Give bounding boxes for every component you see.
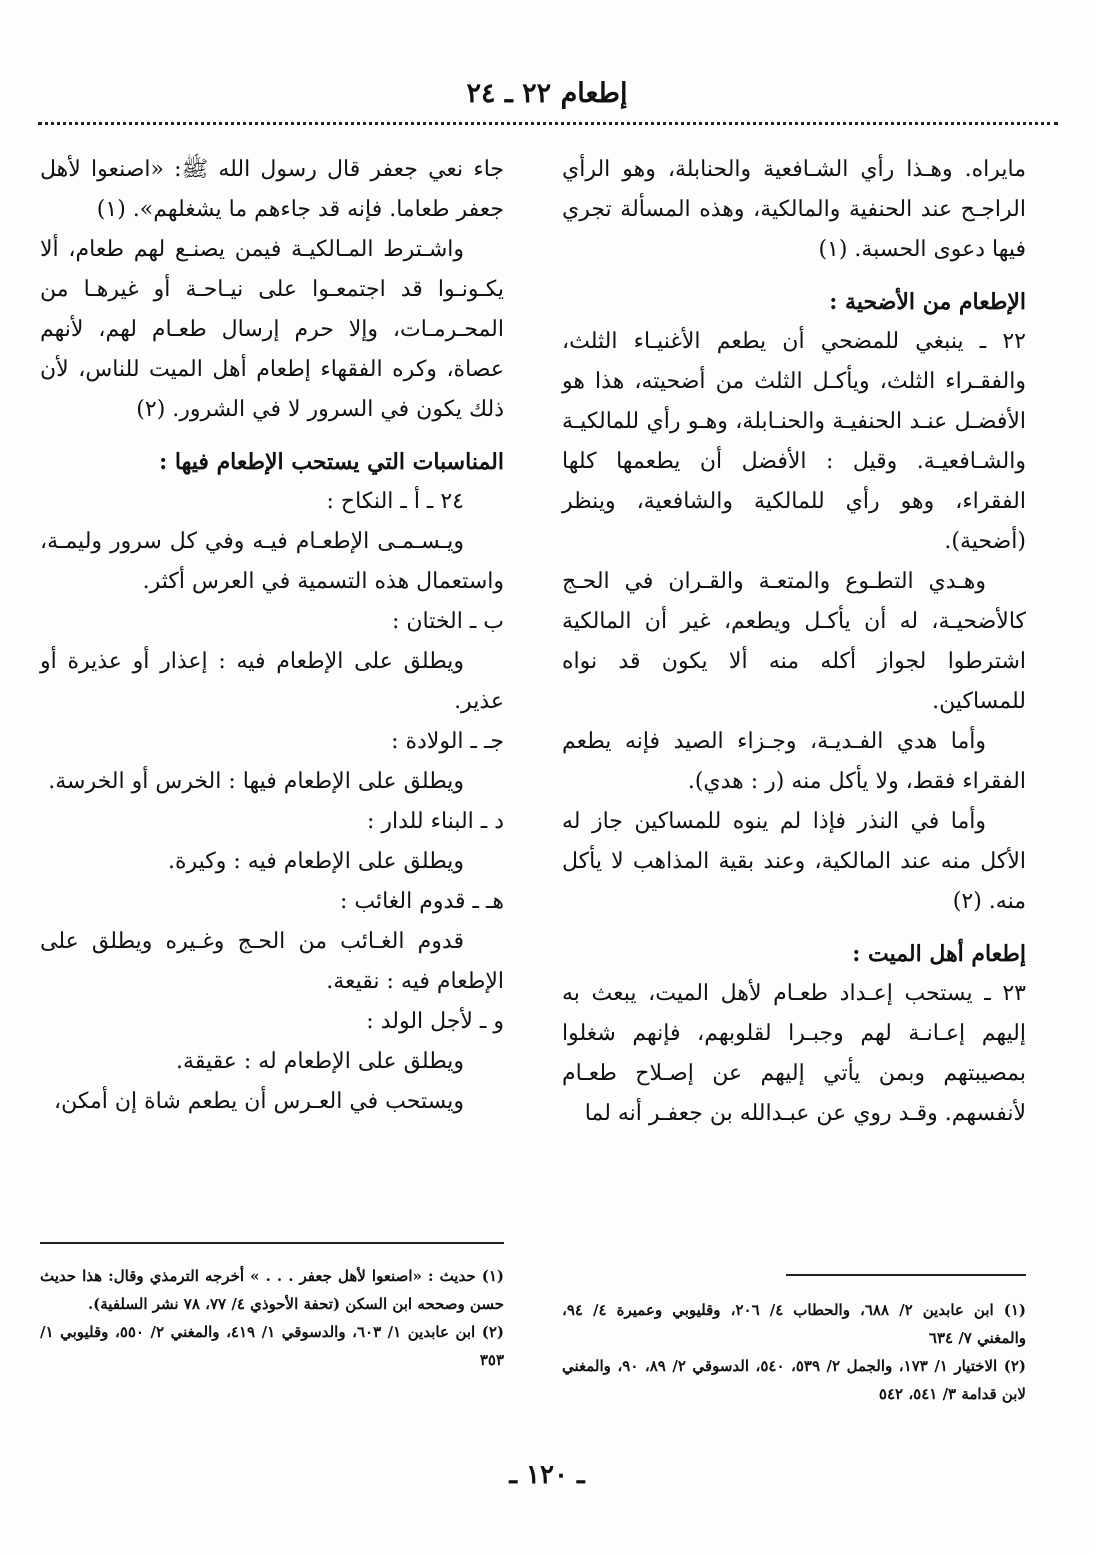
left-column-paragraph: د ـ البناء للدار :	[366, 809, 504, 834]
left-column-paragraph: ويطلق على الإطعام فيها : الخرس أو الخرسة.	[48, 769, 464, 794]
left-column-paragraph: ب ـ الختان :	[391, 609, 504, 634]
footnote: (١) حديث : «اصنعوا لأهل جعفر . . . » أخرجه الترمذي وقال: هذا حديث حسن وصححه ابن السكن (تحفة الأحوذي ٤/ ٧٧، ٧٨ نشر السلفية).	[40, 1267, 504, 1313]
right-column	[562, 150, 1026, 1134]
right-column-heading: الإطعام من الأضحية :	[829, 289, 1026, 315]
left-column	[40, 150, 504, 1122]
right-column-paragraph: وأما هدي الفـديـة، وجـزاء الصيد فإنه يطعم الفقراء فقط، ولا يأكل منه (ر : هدي).	[562, 729, 1026, 794]
footnote: (١) ابن عابدين ٢/ ٦٨٨، والحطاب ٤/ ٢٠٦، وقليوبي وعميرة ٤/ ٩٤، والمغني ٧/ ٦٣٤	[562, 1301, 1027, 1347]
left-column-paragraph: ويطلق على الإطعام فيه : وكيرة.	[167, 849, 464, 874]
left-column-paragraph: ويطلق على الإطعام فيه : إعذار أو عذيرة أو عذير.	[40, 649, 504, 714]
left-column-paragraph: ويـسـمـى الإطعـام فيـه وفي كل سرور وليمـة، واستعمال هذه التسمية في العرس أكثر.	[40, 529, 504, 594]
left-column-heading: المناسبات التي يستحب الإطعام فيها :	[159, 449, 504, 475]
right-column-paragraph: مايراه. وهـذا رأي الشـافعية والحنابلة، وهو الرأي الراجـح عند الحنفية والمالكية، وهذه المسألة تجري فيها دعوى الحسبة. (١)	[562, 157, 1026, 262]
left-column-paragraph: ويطلق على الإطعام له : عقيقة.	[176, 1049, 464, 1074]
left-column-paragraph: قدوم الغـائب من الحـج وغـيره ويطلق على الإطعام فيه : نقيعة.	[40, 929, 504, 994]
right-footnote-rule	[786, 1274, 1026, 1276]
footnote: (٢) ابن عابدين ١/ ٦٠٣، والدسوقي ١/ ٤١٩، والمغني ٢/ ٥٥٠، وقليوبي ١/ ٣٥٣	[40, 1323, 505, 1369]
right-column-paragraph: وهـدي التطـوع والمتعـة والقـران في الحـج كالأضحيـة، له أن يأكـل ويطعم، غير أن المالكية اشترطوا لجواز أكله منه ألا يكون قد نواه للمساكين.	[562, 569, 1026, 714]
right-footnotes	[562, 1296, 1026, 1408]
running-header: إطعام ٢٢ ـ ٢٤	[466, 78, 628, 109]
right-column-paragraph: ٢٣ ـ يستحب إعـداد طعـام لأهل الميت، يبعث به إليهم إعـانـة لهم وجبـرا لقلوبهم، فإنهم شغلوا بمصيبتهم وبمن يأتي إليهم عن إصـلاح طعـام لأنفسهم. وقـد روي عن عبـدالله بن جعفـر أنه لما	[562, 981, 1026, 1126]
header-dotted-rule	[38, 122, 1058, 125]
left-column-paragraph: هـ ـ قدوم الغائب :	[339, 889, 504, 914]
left-footnotes	[40, 1262, 504, 1374]
left-column-paragraph: ٢٤ ـ أ ـ النكاح :	[326, 489, 464, 514]
right-column-heading: إطعام أهل الميت :	[852, 941, 1026, 967]
left-column-paragraph: جـ ـ الولادة :	[391, 729, 504, 754]
left-column-paragraph: و ـ لأجل الولد :	[366, 1009, 504, 1034]
footnote: (٢) الاختيار ١/ ١٧٣، والجمل ٢/ ٥٣٩، ٥٤٠، الدسوقي ٢/ ٨٩، ٩٠، والمغني لابن قدامة ٣/ ٥٤١، ٥٤٢	[562, 1357, 1026, 1403]
right-column-paragraph: وأما في النذر فإذا لم ينوه للمساكين جاز له الأكل منه عند المالكية، وعند بقية المذاهب لا يأكل منه. (٢)	[562, 809, 1026, 914]
right-column-paragraph: ٢٢ ـ ينبغي للمضحي أن يطعم الأغنيـاء الثلث، والفقـراء الثلث، ويأكـل الثلث من أضحيته، هذا هو الأفضـل عنـد الحنفيـة والحنـابلة، وهـو رأي للمالكيـة والشـافعيـة. وقيل : الأفضل أن يطعمها كلها الفقراء، وهو رأي للمالكية والشافعية، وينظر (أضحية).	[562, 329, 1026, 554]
left-column-paragraph: واشـترط المـالكيـة فيمن يصنـع لهم طعام، ألا يكـونـوا قد اجتمعـوا على نيـاحـة أو غيرهـا من المحـرمـات، وإلا حرم إرسال طعـام لهم، لأنهم عصاة، وكره الفقهاء إطعام أهل الميت للناس، لأن ذلك يكون في السرور لا في الشرور. (٢)	[40, 237, 504, 422]
page-number: ـ ١٢٠ ـ	[509, 1460, 585, 1490]
left-column-paragraph: جاء نعي جعفر قال رسول الله ﷺ: «اصنعوا لأهل جعفر طعاما. فإنه قد جاءهم ما يشغلهم». (١)	[40, 157, 504, 222]
left-footnote-rule	[40, 1242, 504, 1244]
left-column-paragraph: ويستحب في العـرس أن يطعم شاة إن أمكن،	[53, 1089, 464, 1114]
